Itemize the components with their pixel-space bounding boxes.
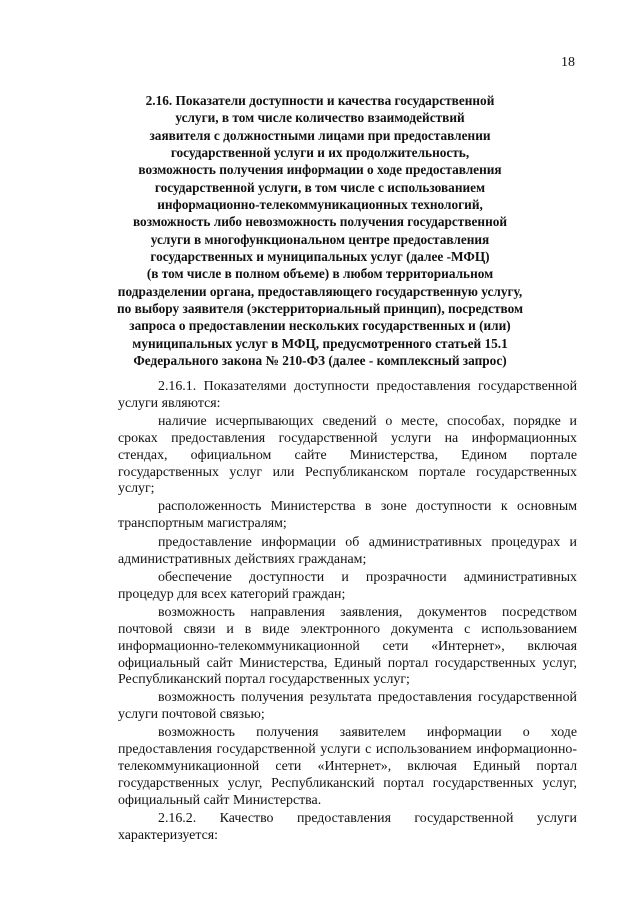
- heading-line: подразделении органа, предоставляющего государственную услугу,: [117, 283, 523, 299]
- section-heading: [100, 92, 540, 370]
- list-item-procedures-info: предоставление информации об административных процедурах и административных действиях гражданам;: [118, 535, 577, 568]
- heading-line: услуги в многофункциональном центре предоставления: [150, 231, 490, 247]
- list-item-transparency: обеспечение доступности и прозрачности административных процедур для всех категорий граждан;: [118, 569, 577, 602]
- body-text: [118, 379, 577, 845]
- paragraph-2-16-1: 2.16.1. Показателями доступности предоставления государственной услуги являются:: [118, 379, 577, 411]
- heading-line: запроса о предоставлении нескольких государственных и (или): [129, 318, 511, 334]
- list-item-location: расположенность Министерства в зоне доступности к основным транспортным магистралям;: [118, 499, 577, 532]
- heading-line: государственной услуги и их продолжительность,: [170, 145, 470, 161]
- paragraph-2-16-2: 2.16.2. Качество предоставления государственной услуги характеризуется:: [118, 810, 577, 843]
- heading-line: 2.16. Показатели доступности и качества государственной: [145, 93, 495, 108]
- heading-line: государственной услуги, в том числе с использованием: [154, 179, 486, 195]
- heading-line: информационно-телекоммуникационных технологий,: [157, 197, 483, 213]
- heading-line: государственных и муниципальных услуг (далее -МФЦ): [150, 249, 490, 265]
- list-item-status-info: возможность получения заявителем информации о ходе предоставления государственной услуги с использованием информационно-телекоммуникационной сети «Интернет», включая Единый портал государственных услуг, Республиканский портал государственных услуг, официальный сайт Министерства.: [118, 725, 577, 808]
- heading-line: услуги, в том числе количество взаимодействий: [175, 110, 465, 126]
- heading-line: (в том числе в полном объеме) в любом территориальном: [146, 266, 494, 282]
- heading-line: по выбору заявителя (экстерриториальный принцип), посредством: [116, 301, 524, 317]
- list-item-postal-result: возможность получения результата предоставления государственной услуги почтовой связью;: [118, 690, 577, 723]
- heading-line: муниципальных услуг в МФЦ, предусмотренного статьей 15.1: [132, 335, 508, 351]
- list-item-information: наличие исчерпывающих сведений о месте, способах, порядке и сроках предоставления государственной услуги на информационных стендах, официальном сайте Министерства, Едином портале государственных услуг или Республиканском портале государственных услуг;: [118, 413, 577, 497]
- page-number: 18: [561, 55, 575, 70]
- list-item-submission: возможность направления заявления, документов посредством почтовой связи и в виде электронного документа с использованием информационно-телекоммуникационной сети «Интернет», включая официальный сайт Министерства, Единый портал государственных услуг, Республиканский портал государственных услуг;: [118, 604, 577, 688]
- heading-line: заявителя с должностными лицами при предоставлении: [149, 127, 491, 143]
- heading-line: Федерального закона № 210-ФЗ (далее - комплексный запрос): [133, 353, 507, 369]
- heading-line: возможность получения информации о ходе предоставления: [138, 162, 502, 178]
- heading-line: возможность либо невозможность получения государственной: [132, 214, 508, 230]
